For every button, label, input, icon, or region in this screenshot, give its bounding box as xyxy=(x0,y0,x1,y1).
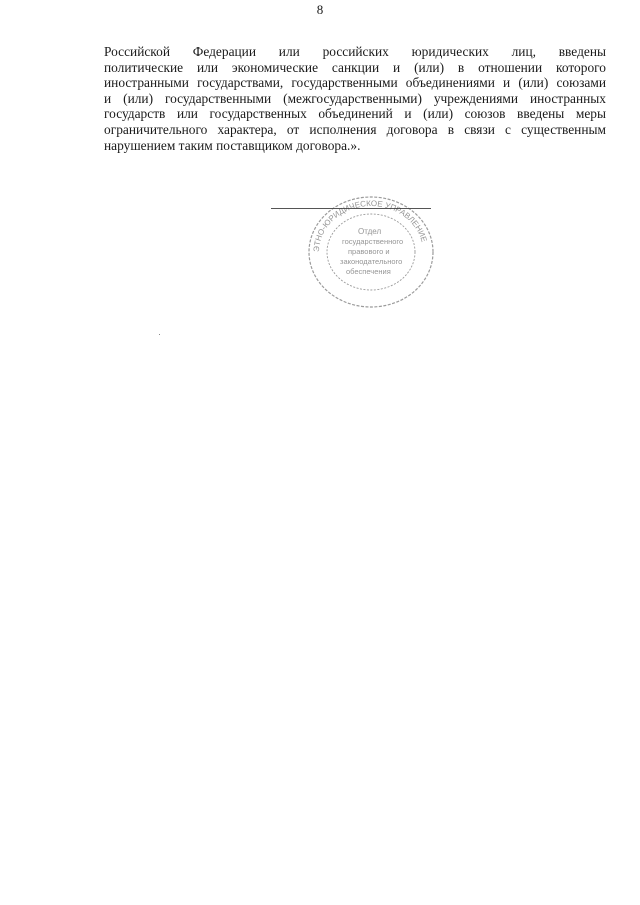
scan-speck xyxy=(159,334,160,335)
stamp-center-line: законодательного xyxy=(340,257,403,266)
stamp-seal-icon xyxy=(296,190,446,315)
paragraph-line: политические или экономические санкции и (или) в отношении которого xyxy=(104,59,606,75)
paragraph-line: иностранными государствами, государственными объединениями и (или) союзами xyxy=(104,75,606,91)
paragraph-line: нарушением таким поставщиком договора.». xyxy=(104,137,361,153)
stamp-center-line: обеспечения xyxy=(346,267,391,276)
stamp-center-line: Отдел xyxy=(358,227,382,236)
paragraph-line: ограничительного характера, от исполнения договора в связи с существенным xyxy=(104,121,606,137)
document-paragraph xyxy=(104,44,606,153)
paragraph-line: и (или) государственными (межгосударственными) учреждениями иностранных xyxy=(104,90,606,106)
page-number: 8 xyxy=(316,2,324,17)
stamp-center-line: правового и xyxy=(348,247,390,256)
paragraph-line: государств или государственных объединений и (или) союзов введены меры xyxy=(104,106,606,122)
stamp-center-line: государственного xyxy=(342,237,404,246)
official-stamp xyxy=(296,190,446,315)
stamp-ring-text: ЭТНО-ЮРИДИЧЕСКОЕ УПРАВЛЕНИЕ xyxy=(311,198,429,253)
paragraph-line: Российской Федерации или российских юридических лиц, введены xyxy=(104,44,606,59)
